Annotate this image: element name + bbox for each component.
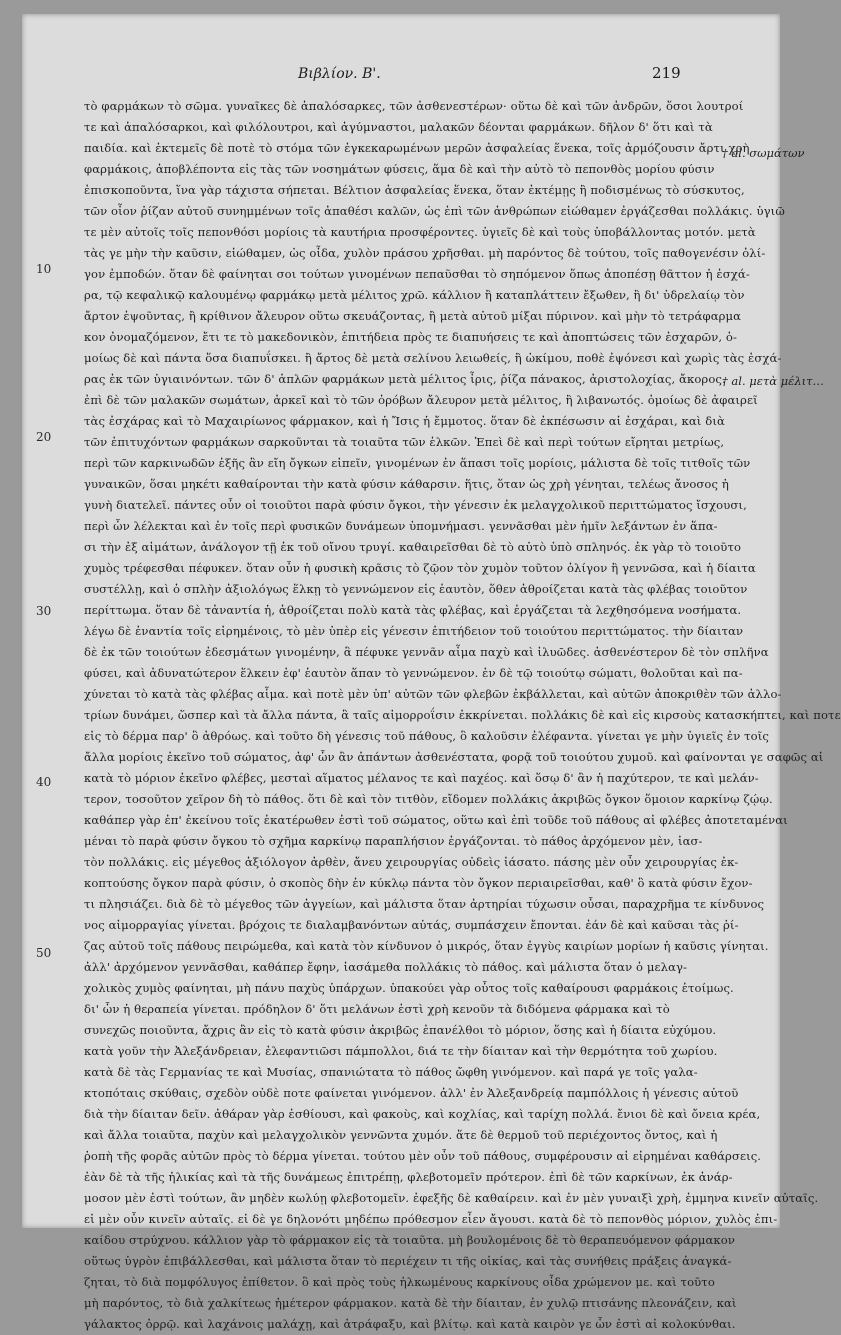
text-line: τε μὲν αὐτοῖς τοῖς πεπονθόσι μορίοις τὰ καυτήρια προσφέροντες. ὑγιεῖς δὲ καὶ τοὺς ὑποβάλλοντας μοτόν. μετὰ: [84, 225, 756, 239]
text-line: χολικὸς χυμὸς φαίνηται, μὴ πάνυ παχὺς ὑπάρχων. ὑπακούει γὰρ οὗτος τοῖς καθαίρουσι φαρμάκοις ἑτοίμως.: [84, 981, 734, 995]
text-line: ρας ἐκ τῶν ὑγιαινόντων. τῶν δ' ἁπλῶν φαρμάκων μετὰ μέλιτος ἶρις, ῥίζα πάνακος, ἀριστολοχίας, ἄκορος.: [84, 372, 726, 386]
text-line: κοπτούσης ὄγκον παρὰ φύσιν, ὁ σκοπὸς δὴν ἐν κύκλῳ πάντα τὸν ὄγκον περιαιρεῖσθαι, καθ' ὃ κατὰ φύσιν ἔχον-: [84, 876, 753, 890]
text-line: μοίως δὲ καὶ πάντα ὅσα διαπυΐσκει. ἢ ἄρτος δὲ μετὰ σελίνου λειωθείς, ἢ ὠκίμου, ποθὲ ἐψόνεσι καὶ χωρὶς τὰς ἐσχά-: [84, 351, 782, 365]
text-line: τὸ φαρμάκων τὸ σῶμα. γυναῖκες δὲ ἁπαλόσαρκες, τῶν ἀσθενεστέρων· οὕτω δὲ καὶ τῶν ἀνδρῶν, ὅσοι λουτροί: [84, 99, 744, 113]
text-line: νος αἱμορραγίας γίνεται. βρόχοις τε διαλαμβανόντων αὐτάς, συμπάσχειν ἔπονται. ἐάν δὲ καὶ καῦσαι τὰς ῥί-: [84, 918, 739, 932]
text-line: τρίων δυνάμει, ὥσπερ καὶ τὰ ἄλλα πάντα, ἃ ταῖς αἱμορροΐσιν ἐκκρίνεται. πολλάκις δὲ καὶ εἰς κιρσοὺς κατασκήπτει, καὶ ποτε: [84, 708, 841, 722]
line-number: 10: [36, 262, 52, 276]
text-line: συνεχῶς ποιοῦντα, ἄχρις ἂν εἰς τὸ κατὰ φύσιν ἀκριβῶς ἐπανέλθοι τὸ μόριον, ὅσης καὶ ἡ δίαιτα εὐχύμου.: [84, 1023, 717, 1037]
text-line: κατὰ γοῦν τὴν Ἀλεξάνδρειαν, ἐλεφαντιῶσι πάμπολλοι, διά τε τὴν δίαιταν καὶ τὴν θερμότητα τοῦ χωρίου.: [84, 1044, 718, 1058]
page-header: [22, 66, 780, 90]
text-line: ἄλλα μορίοις ἐκεῖνο τοῦ σώματος, ἀφ' ὧν ἂν ἁπάντων ἀσθενέστατα, φορᾷ τοῦ τοιούτου χυμοῦ. καὶ φαίνονται γε σαφῶς αἱ: [84, 750, 824, 764]
text-line: εἰ μὲν οὖν κινεῖν αὐταῖς. εἰ δὲ γε δηλονότι μηδέπω πρόθεσμον εἶεν ἄγουσι. κατὰ δὲ τὸ πεπονθὸς μόριον, χυλὸς ἐπι-: [84, 1212, 778, 1226]
text-line: μοσον μὲν ἐστὶ τούτων, ἂν μηδὲν κωλύῃ φλεβοτομεῖν. ἐφεξῆς δὲ καθαίρειν. καὶ ἐν μὲν γυναιξὶ χρὴ, ἐμμηνα κινεῖν αὐταῖς.: [84, 1191, 819, 1205]
text-line: μὴ παρόντος, τὸ διὰ χαλκίτεως ἡμέτερον φάρμακον. κατὰ δὲ τὴν δίαιταν, ἐν χυλῷ πτισάνης πλεονάζειν, καὶ: [84, 1296, 737, 1310]
book-page: [22, 14, 841, 1331]
text-line: ἄρτον ἑψοῦντας, ἢ κρίθινον ἄλευρον οὕτω σκευάζοντας, ἢ μετὰ αὐτοῦ μίξαι πύρινον. καὶ μὴν τὸ τετράφαρμα: [84, 309, 742, 323]
text-line: φαρμάκοις, ἀποβλέποντα εἰς τὰς τῶν νοσημάτων φύσεις, ἅμα δὲ καὶ τὴν αὐτὸ τὸ πεπονθὸς μορίου φύσιν: [84, 162, 715, 176]
text-line: οὕτως ὑγρὸν ἐπιβάλλεσθαι, καὶ μάλιστα ὅταν τὸ περιέχειν τι τῆς οἰκίας, καὶ τὰς συνήθεις πράξεις ἀναγκά-: [84, 1254, 732, 1268]
text-line: παιδία. καὶ ἐκτεμεῖς δὲ ποτὲ τὸ στόμα τῶν ἐγκεκαρωμένων μερῶν ἀσφαλείας ἕνεκα, τοῖς ἀρμόζουσιν ἄρτι χρὴ: [84, 141, 750, 155]
text-line: κατὰ δὲ τὰς Γερμανίας τε καὶ Μυσίας, σπανιώτατα τὸ πάθος ὤφθη γινόμενον. καὶ παρά γε τοῖς γαλα-: [84, 1065, 698, 1079]
text-line: ἀλλ' ἀρχόμενον γεννᾶσθαι, καθάπερ ἔφην, ἰασάμεθα πολλάκις τὸ πάθος. καὶ μάλιστα ὅταν ὁ μελαγ-: [84, 960, 688, 974]
text-line: ἐπισκοποῦντα, ἵνα γὰρ τάχιστα σήπεται. Βέλτιον ἀσφαλείας ἕνεκα, ὅταν ἐκτέμῃς ἢ ποδισμένως τὸ σύσκυτος,: [84, 183, 745, 197]
text-line: περὶ τῶν καρκινωδῶν ἑξῆς ἂν εἴη ὄγκων εἰπεῖν, γινομένων ἐν ἅπασι τοῖς μορίοις, μάλιστα δὲ τοῖς τιτθοῖς τῶν: [84, 456, 751, 470]
text-line: μέναι τὸ παρὰ φύσιν ὄγκου τὸ σχῆμα καρκίνῳ παραπλήσιον ἐργάζονται. τὸ πάθος ἀρχόμενον μὲν, ἰασ-: [84, 834, 703, 848]
text-line: σι τὴν ἐξ αἱμάτων, ἀνάλογον τῇ ἐκ τοῦ οἴνου τρυγί. καθαιρεῖσθαι δὲ τὸ αὐτὸ ὑπὸ σπληνός. ἐκ γὰρ τὸ τοιοῦτο: [84, 540, 742, 554]
text-line: ἐπὶ δὲ τῶν μαλακῶν σωμάτων, ἀρκεῖ καὶ τὸ τῶν ὀρόβων ἄλευρον μετὰ μέλιτος, ἢ λιβανωτός. ὁμοίως δὲ ἀφαιρεῖ: [84, 393, 758, 407]
text-line: τῶν ἐπιτυχόντων φαρμάκων σαρκοῦνται τὰ τοιαῦτα τῶν ἑλκῶν. Ἐπεὶ δὲ καὶ περὶ τούτων εἴρηται μετρίως,: [84, 435, 725, 449]
text-line: περίττωμα. ὅταν δὲ τἀναντία ἡ, ἀθροίζεται πολὺ κατὰ τὰς φλέβας, καὶ ἐργάζεται τὰ λεχθησόμενα νοσήματα.: [84, 603, 742, 617]
text-line: τὰς γε μὴν τὴν καῦσιν, εἰώθαμεν, ὡς οἶδα, χυλὸν πράσου χρῆσθαι. μὴ παρόντος δὲ τούτου, τοῖς παθογενέσιν ὀλί-: [84, 246, 766, 260]
margin-note: † al. σωμάτων: [722, 146, 805, 160]
text-line: γυναικῶν, ὅσαι μηκέτι καθαίρονται τὴν κατὰ φύσιν κάθαρσιν. ἥτις, ὅταν ὡς χρὴ γένηται, τελέως ἄνοσος ἡ: [84, 477, 729, 491]
text-line: κτοπόταις σκύθαις, σχεδὸν οὐδὲ ποτε φαίνεται γινόμενον. ἀλλ' ἐν Ἀλεξανδρείᾳ παμπόλλοις ἡ γένεσις αὐτοῦ: [84, 1086, 739, 1100]
text-line: τερον, τοσοῦτον χεῖρον δὴ τὸ πάθος. ὅτι δὲ καὶ τὸν τιτθὸν, εἴδομεν πολλάκις ἀκριβῶς ὄγκον ὅμοιον καρκίνῳ ζῴῳ.: [84, 792, 773, 806]
text-line: ζας αὐτοῦ τοῖς πάθους πειρώμεθα, καὶ κατὰ τὸν κίνδυνον ὁ μικρός, ὅταν ἐγγὺς καιρίων μορίων ἡ καῦσις γίνηται.: [84, 939, 769, 953]
text-line: καθάπερ γὰρ ἐπ' ἐκείνου τοῖς ἑκατέρωθεν ἐστὶ τοῦ σώματος, οὕτω καὶ ἐπὶ τοῦδε τοῦ πάθους αἱ φλέβες ἀποτεταμέναι: [84, 813, 788, 827]
text-line: καίδου στρύχνου. κάλλιον γὰρ τὸ φάρμακον εἰς τὰ τοιαῦτα. μὴ βουλομένοις δὲ τὸ θεραπευόμενον φάρμακον: [84, 1233, 735, 1247]
text-line: τε καὶ ἁπαλόσαρκοι, καὶ φιλόλουτροι, καὶ ἀγύμναστοι, μαλακῶν δέονται φαρμάκων. δῆλον δ' ὅτι καὶ τὰ: [84, 120, 713, 134]
line-number: 50: [36, 946, 52, 960]
text-line: κον ὀνομαζόμενον, ἔτι τε τὸ μακεδονικὸν, ἐπιτήδεια πρὸς τε διαπυήσεις τε καὶ ἀποπτώσεις τῶν ἐσχαρῶν, ὁ-: [84, 330, 738, 344]
text-line: φύσει, καὶ ἀδυνατώτερον ἕλκειν ἐφ' ἑαυτὸν ἅπαν τὸ γεννώμενον. ἐν δὲ τῷ τοιούτῳ σώματι, θολοῦται καὶ πα-: [84, 666, 743, 680]
text-line: καὶ ἄλλα τοιαῦτα, παχὺν καὶ μελαγχολικὸν γεννῶντα χυμόν. ἅτε δὲ θερμοῦ τοῦ περιέχοντος ὄντος, καὶ ἡ: [84, 1128, 718, 1142]
text-line: χυμὸς τρέφεσθαι πέφυκεν. ὅταν οὖν ἡ φυσικὴ κρᾶσις τὸ ζῷον τὸν χυμὸν τοῦτον ὀλίγον ἢ γεννῶσα, καὶ ἡ δίαιτα: [84, 561, 756, 575]
text-line: ἐὰν δὲ τὰ τῆς ἡλικίας καὶ τὰ τῆς δυνάμεως ἐπιτρέπῃ, φλεβοτομεῖν πρότερον. ἐπὶ δὲ τῶν καρκίνων, ἐκ ἀνάρ-: [84, 1170, 733, 1184]
text-line: δὲ ἐκ τῶν τοιούτων ἐδεσμάτων γινομένην, ἃ πέφυκε γεννᾶν αἷμα παχὺ καὶ ἰλυῶδες. ἀσθενέστερον δὲ τὸν σπλῆνα: [84, 645, 769, 659]
text-line: τι πλησιάζει. διὰ δὲ τὸ μέγεθος τῶν ἀγγείων, καὶ μάλιστα ὅταν ἀρτηρίαι τύχωσιν οὖσαι, παραχρῆμα τε κίνδυνος: [84, 897, 765, 911]
text-line: χύνεται τὸ κατὰ τὰς φλέβας αἷμα. καὶ ποτὲ μὲν ὑπ' αὐτῶν τῶν φλεβῶν ἐκβάλλεται, καὶ αὐτῶν ἀποκριθὲν τῶν ἀλλο-: [84, 687, 782, 701]
line-number: 30: [36, 604, 52, 618]
line-number: 20: [36, 430, 52, 444]
line-number: 40: [36, 775, 52, 789]
text-line: γυνὴ διατελεῖ. πάντες οὖν οἱ τοιοῦτοι παρὰ φύσιν ὄγκοι, τὴν γένεσιν ἐκ μελαγχολικοῦ περιττώματος ἴσχουσι,: [84, 498, 747, 512]
page-number: 219: [652, 64, 681, 82]
text-line: συστέλλῃ, καὶ ὁ σπλὴν ἀξιολόγως ἕλκῃ τὸ γεννώμενον εἰς ἑαυτὸν, ὅθεν ἀθροίζεται κατὰ τὰς φλέβας τοιοῦτον: [84, 582, 748, 596]
text-line: γον ἐμποδών. ὅταν δὲ φαίνηται σοι τούτων γινομένων πεπαῦσθαι τὸ σηπόμενον ὅπως ἀποπέσῃ θᾶττον ἡ ἐσχά-: [84, 267, 750, 281]
text-line: τὰς ἐσχάρας καὶ τὸ Μαχαιρίωνος φάρμακον, καὶ ἡ Ἴσις ἡ ἔμμοτος. ὅταν δὲ ἐκπέσωσιν αἱ ἐσχάραι, καὶ διὰ: [84, 414, 725, 428]
text-line: εἰς τὸ δέρμα παρ' ὃ ἀθρόως. καὶ τοῦτο δὴ γένεσις τοῦ πάθους, ὃ καλοῦσιν ἐλέφαντα. γίνεται γε μὴν ὑγιεῖς ἐν τοῖς: [84, 729, 769, 743]
text-line: τῶν οἷον ῥίζαν αὐτοῦ συνημμένων τοῖς ἀπαθέσι καλῶν, ὡς ἐπὶ τῶν ἀνθρώπων εἰώθαμεν ἐργάζεσθαι πολλάκις. ὑγιῶ: [84, 204, 785, 218]
margin-note: † al. μετὰ μέλιτ…: [722, 374, 824, 388]
text-line: διὰ τὴν δίαιταν δεῖν. ἀθάραν γὰρ ἐσθίουσι, καὶ φακοὺς, καὶ κοχλίας, καὶ ταρίχη πολλά. ἔνιοι δὲ καὶ ὄνεια κρέα,: [84, 1107, 761, 1121]
text-line: λέγω δὲ ἐναντία τοῖς εἰρημένοις, τὸ μὲν ὑπὲρ εἰς γένεσιν ἐπιτήδειον τοῦ τοιούτου περιττώματος. τὴν δίαιταν: [84, 624, 744, 638]
text-line: ζηται, τὸ διὰ πομφόλυγος ἐπίθετον. ὃ καὶ πρὸς τοὺς ἡλκωμένους καρκίνους οἶδα χρώμενον με. καὶ τοῦτο: [84, 1275, 715, 1289]
text-line: δι' ὧν ἡ θεραπεία γίνεται. πρόδηλον δ' ὅτι μελάνων ἐστὶ χρὴ κενοῦν τὰ διδόμενα φάρμακα καὶ τὸ: [84, 1002, 670, 1016]
text-line: κατὰ τὸ μόριον ἐκεῖνο φλέβες, μεσταὶ αἵματος μέλανος τε καὶ παχέος. καὶ ὅσῳ δ' ἂν ἡ παχύτερον, τε καὶ μελάν-: [84, 771, 759, 785]
text-line: ρα, τῷ κεφαλικῷ καλουμένῳ φαρμάκῳ μετὰ μέλιτος χρῶ. κάλλιον ἢ καταπλάττειν ἔξωθεν, ἢ δι' ὑδρελαίῳ τὸν: [84, 288, 745, 302]
text-line: τὸν πολλάκις. εἰς μέγεθος ἀξιόλογον ἀρθὲν, ἄνευ χειρουργίας οὐδεὶς ἰάσατο. πάσης μὲν οὖν χειρουργίας ἐκ-: [84, 855, 739, 869]
text-line: περὶ ὧν λέλεκται καὶ ἐν τοῖς περὶ φυσικῶν δυνάμεων ὑπομνήμασι. γεννᾶσθαι μὲν ἡμῖν λεξάντων ἐν ἅπα-: [84, 519, 718, 533]
running-title: Βιβλίον. Β'.: [298, 66, 381, 82]
text-line: γάλακτος ὀρρῷ. καὶ λαχάνοις μαλάχῃ, καὶ ἀτράφαξυ, καὶ βλίτῳ. καὶ κατὰ καιρὸν γε ὧν ἐστὶ αἱ κολοκύνθαι.: [84, 1317, 736, 1331]
text-line: ῥοπὴ τῆς φορᾶς αὐτῶν πρὸς τὸ δέρμα γίνεται. τούτου μὲν οὖν τοῦ πάθους, συμφέρουσιν αἱ εἰρημέναι καθάρσεις.: [84, 1149, 762, 1163]
